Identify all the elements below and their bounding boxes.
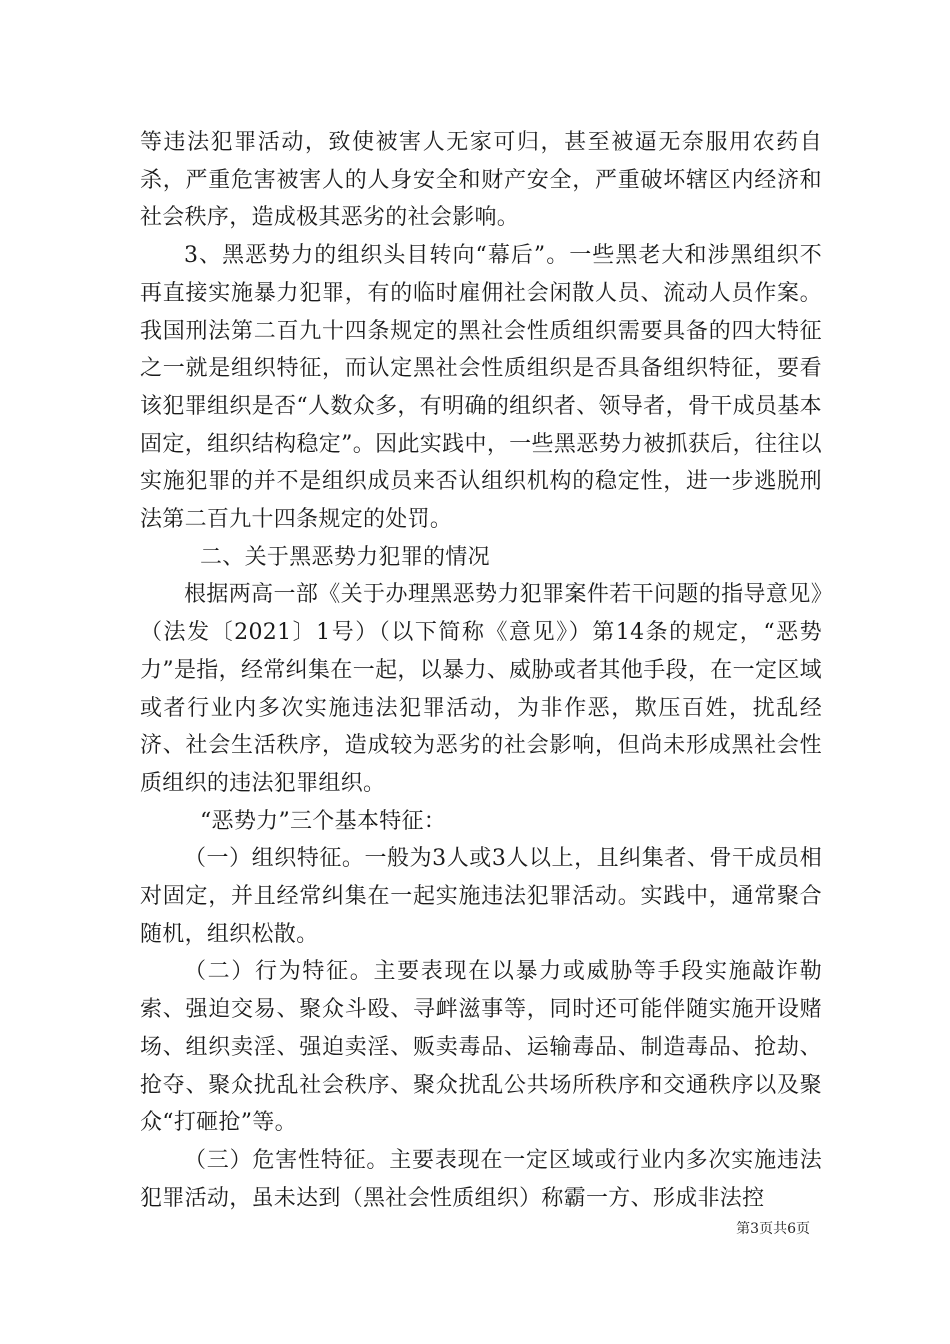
subheading-three-features: “恶势力”三个基本特征： <box>200 808 447 834</box>
paragraph-feature-harm: （三）危害性特征。主要表现在一定区域或行业内多次实施违法犯罪活动，虽未达到（黑社会性质组织）称霸一方、形成非法控 <box>140 1147 822 1211</box>
paragraph-organization-leaders: 3、黑恶势力的组织头目转向“幕后”。一些黑老大和涉黑组织不再直接实施暴力犯罪，有的临时雇佣社会闲散人员、流动人员作案。我国刑法第二百九十四条规定的黑社会性质组织需要具备的四大特征之一就是组织特征，而认定黑社会性质组织是否具备组织特征，要看该犯罪组织是否“人数众多，有明确的组织者、领导者，骨干成员基本固定，组织结构稳定”。因此实践中，一些黑恶势力被抓获后，往往以实施犯罪的并不是组织成员来否认组织机构的稳定性，进一步逃脱刑法第二百九十四条规定的处罚。 <box>140 243 822 533</box>
page-number-footer <box>600 1218 810 1238</box>
paragraph-feature-organization: （一）组织特征。一般为3人或3人以上，且纠集者、骨干成员相对固定，并且经常纠集在一起实施违法犯罪活动。实践中，通常聚合随机，组织松散。 <box>140 846 822 947</box>
page-number-label: 第3页共6页 <box>736 1221 810 1237</box>
paragraph-continuation: 等违法犯罪活动，致使被害人无家可归，甚至被逼无奈服用农药自杀，严重危害被害人的人身安全和财产安全，严重破坏辖区内经济和社会秩序，造成极其恶劣的社会影响。 <box>140 130 822 231</box>
document-body <box>140 124 822 1217</box>
paragraph-feature-behavior: （二）行为特征。主要表现在以暴力或威胁等手段实施敲诈勒索、强迫交易、聚众斗殴、寻衅滋事等，同时还可能伴随实施开设赌场、组织卖淫、强迫卖淫、贩卖毒品、运输毒品、制造毒品、抢劫、抢夺、聚众扰乱社会秩序、聚众扰乱公共场所秩序和交通秩序以及聚众“打砸抢”等。 <box>140 959 822 1136</box>
paragraph-definition: 根据两高一部《关于办理黑恶势力犯罪案件若干问题的指导意见》（法发〔2021〕1号）（以下简称《意见》）第14条的规定，“恶势力”是指，经常纠集在一起，以暴力、威胁或者其他手段，在一定区域或者行业内多次实施违法犯罪活动，为非作恶，欺压百姓，扰乱经济、社会生活秩序，造成较为恶劣的社会影响，但尚未形成黑社会性质组织的违法犯罪组织。 <box>140 582 822 796</box>
section-heading-evil-forces: 二、关于黑恶势力犯罪的情况 <box>200 544 490 570</box>
